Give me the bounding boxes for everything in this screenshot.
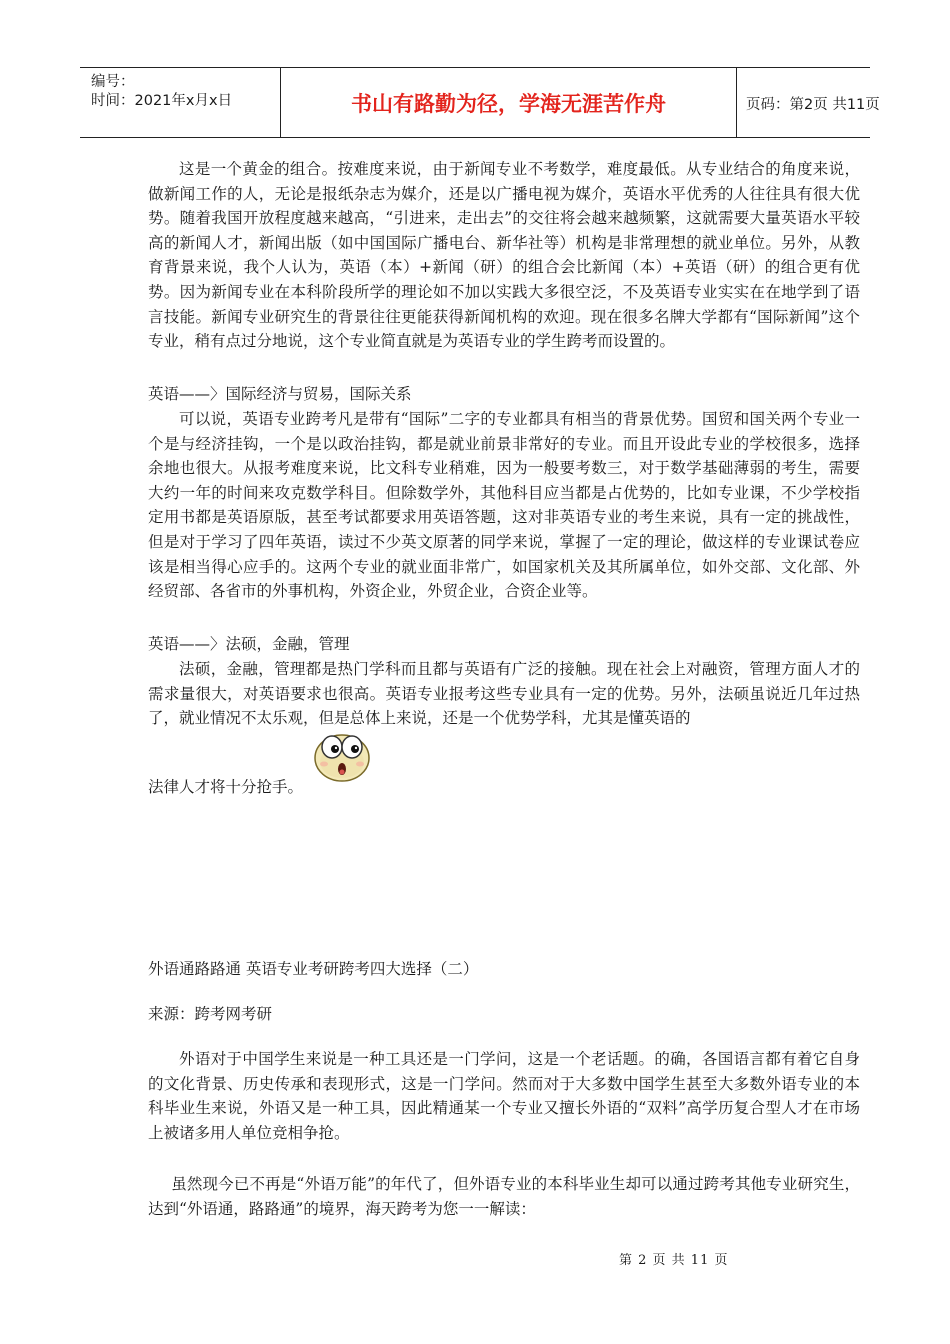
number-label: 编号： (91, 74, 135, 90)
header-page-cell (737, 68, 880, 137)
paragraph-overview: 虽然现今已不再是“外语万能”的年代了，但外语专业的本科毕业生却可以通过跨考其他专业研究生，达到“外语通，路路通”的境界，海天跨考为您一一解读： (148, 1175, 860, 1218)
paragraph-intro: 外语对于中国学生来说是一种工具还是一门学问，这是一个老话题。的确，各国语言都有着它自身的文化背景、历史传承和表现形式，这是一门学问。然而对于大多数中国学生甚至大多数外语专业的本科毕业生来说，外语又是一种工具，因此精通某一个专业又擅长外语的“双料”高学历复合型人才在市场上被诸多用人单位竞相争抢。 (148, 1050, 860, 1142)
paragraph-law-finance: 法硕，金融，管理都是热门学科而且都与英语有广泛的接触。现在社会上对融资，管理方面人才的需求量很大，对英语要求也很高。英语专业报考这些专业具有一定的优势。另外，法硕虽说近几年过热了，就业情况不太乐观，但是总体上来说，还是一个优势学科，尤其是懂英语的 (148, 660, 860, 728)
heading-international: 英语——〉国际经济与贸易，国际关系 (148, 385, 412, 403)
page-header (80, 67, 880, 138)
paragraph-international: 可以说，英语专业跨考凡是带有“国际”二字的专业都具有相当的背景优势。国贸和国关两个专业一个是与经济挂钩，一个是以政治挂钩，都是就业前景非常好的专业。而且开设此专业的学校很多，选择余地也很大。从报考难度来说，比文科专业稍难，因为一般要考数三，对于数学基础薄弱的考生，需要大约一年的时间来攻克数学科目。但除数学外，其他科目应当都是占优势的，比如专业课，不少学校指定用书都是英语原版，甚至考试都要求用英语答题，这对非英语专业的考生来说，具有一定的挑战性，但是对于学习了四年英语，读过不少英文原著的同学来说，掌握了一定的理论，做这样的专业课试卷应该是相当得心应手的。这两个专业的就业面非常广，如国家机关及其所属单位，如外交部、文化部、外经贸部、各省市的外事机构，外资企业，外贸企业，合资企业等。 (148, 410, 860, 601)
header-motto-cell (281, 68, 737, 137)
paragraph-news: 这是一个黄金的组合。按难度来说，由于新闻专业不考数学，难度最低。从专业结合的角度来说，做新闻工作的人，无论是报纸杂志为媒介，还是以广播电视为媒介，英语水平优秀的人往往具有很大优势。随着我国开放程度越来越高，“引进来，走出去”的交往将会越来越频繁，这就需要大量英语水平较高的新闻人才，新闻出版（如中国国际广播电台、新华社等）机构是非常理想的就业单位。另外，从教育背景来说，我个人认为，英语（本）+新闻（研）的组合会比新闻（本）+英语（研）的组合更有优势。因为新闻专业在本科阶段所学的理论如不加以实践大多很空泛，不及英语专业实实在在地学到了语言技能。新闻专业研究生的背景往往更能获得新闻机构的欢迎。现在很多名牌大学都有“国际新闻”这个专业，稍有点过分地说，这个专业简直就是为英语专业的学生跨考而设置的。 (148, 160, 860, 351)
time-label: 时间：2021年x月x日 (91, 93, 233, 109)
paragraph-law-finance-end: 法律人才将十分抢手。 (148, 778, 304, 796)
motto: 书山有路勤为径，学海无涯苦作舟 (351, 92, 666, 116)
page-footer: 第 2 页 共 11 页 (619, 1253, 729, 1268)
page-label: 页码：第2页 共11页 (746, 97, 880, 113)
article-source: 来源：跨考网考研 (148, 1005, 273, 1023)
article-title: 外语通路路通 英语专业考研跨考四大选择（二） (148, 960, 479, 978)
heading-law-finance: 英语——〉法硕，金融，管理 (148, 635, 350, 653)
header-meta-cell (80, 68, 281, 137)
surprised-face-icon (312, 728, 372, 784)
